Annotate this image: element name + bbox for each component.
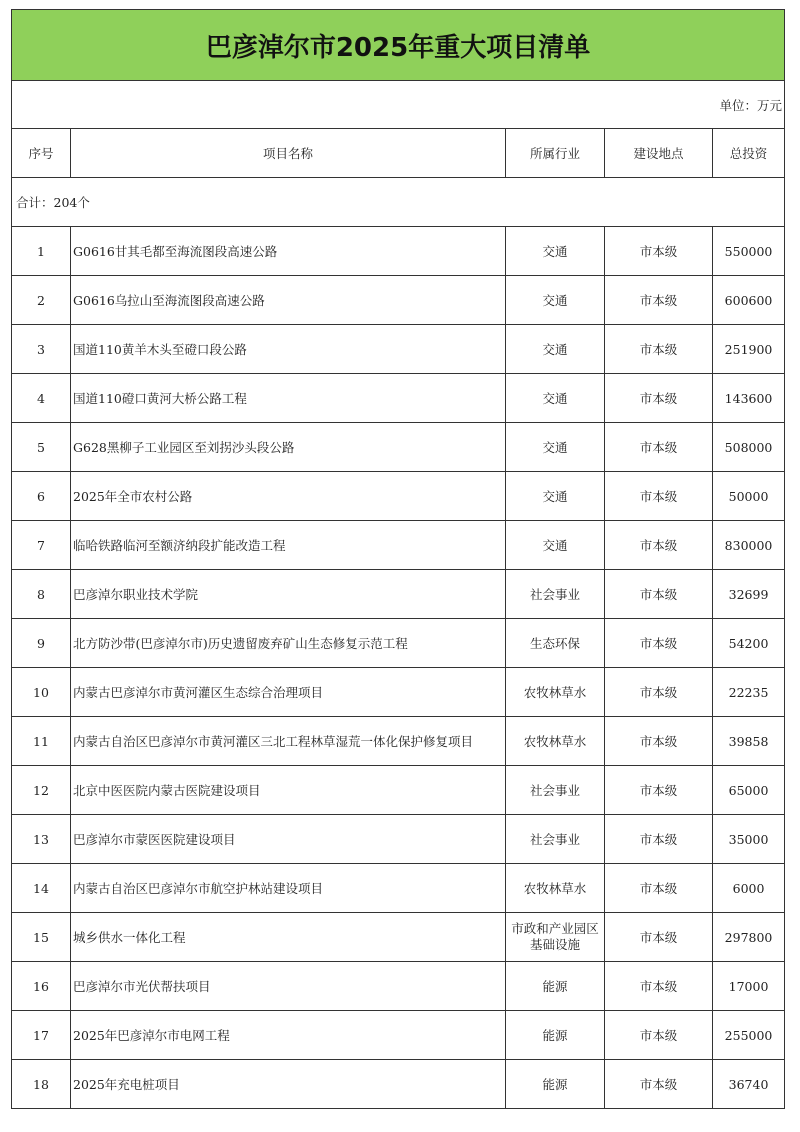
- table-row: [12, 1011, 785, 1060]
- industry-cell: 能源: [506, 962, 605, 1011]
- project-name-cell: G628黑柳子工业园区至刘拐沙头段公路: [71, 423, 506, 472]
- table-row: [12, 962, 785, 1011]
- location-cell: 市本级: [605, 570, 713, 619]
- project-name-cell: 内蒙古自治区巴彦淖尔市黄河灌区三北工程林草湿荒一体化保护修复项目: [71, 717, 506, 766]
- project-name-cell: 巴彦淖尔市光伏帮扶项目: [71, 962, 506, 1011]
- total-row: [12, 178, 785, 227]
- investment-cell: 50000: [713, 472, 785, 521]
- row-number-cell: 3: [12, 325, 71, 374]
- project-table: [11, 9, 785, 1109]
- table-row: [12, 668, 785, 717]
- location-cell: 市本级: [605, 472, 713, 521]
- table-row: [12, 766, 785, 815]
- industry-cell: 社会事业: [506, 766, 605, 815]
- row-number-cell: 14: [12, 864, 71, 913]
- industry-cell: 生态环保: [506, 619, 605, 668]
- investment-cell: 143600: [713, 374, 785, 423]
- industry-cell: 交通: [506, 276, 605, 325]
- location-cell: 市本级: [605, 227, 713, 276]
- project-name-cell: 2025年全市农村公路: [71, 472, 506, 521]
- investment-cell: 6000: [713, 864, 785, 913]
- investment-cell: 830000: [713, 521, 785, 570]
- table-row: [12, 619, 785, 668]
- table-row: [12, 423, 785, 472]
- unit-row: [12, 81, 785, 129]
- project-list-sheet: [11, 9, 784, 1109]
- industry-cell: 农牧林草水: [506, 668, 605, 717]
- table-row: [12, 717, 785, 766]
- location-cell: 市本级: [605, 717, 713, 766]
- project-table-body: [12, 10, 785, 1109]
- column-header-name: 项目名称: [71, 129, 506, 178]
- row-number-cell: 7: [12, 521, 71, 570]
- project-name-cell: G0616乌拉山至海流图段高速公路: [71, 276, 506, 325]
- investment-cell: 36740: [713, 1060, 785, 1109]
- industry-line-1: 市政和产业园区: [511, 921, 599, 936]
- investment-cell: 32699: [713, 570, 785, 619]
- industry-cell: 能源: [506, 1060, 605, 1109]
- table-row: [12, 325, 785, 374]
- row-number-cell: 4: [12, 374, 71, 423]
- row-number-cell: 2: [12, 276, 71, 325]
- industry-cell: 交通: [506, 521, 605, 570]
- industry-line-2: 基础设施: [529, 937, 580, 952]
- project-name-cell: 内蒙古自治区巴彦淖尔市航空护林站建设项目: [71, 864, 506, 913]
- location-cell: 市本级: [605, 1060, 713, 1109]
- project-name-cell: 国道110磴口黄河大桥公路工程: [71, 374, 506, 423]
- location-cell: 市本级: [605, 1011, 713, 1060]
- investment-cell: 39858: [713, 717, 785, 766]
- row-number-cell: 16: [12, 962, 71, 1011]
- project-name-cell: 北方防沙带(巴彦淖尔市)历史遗留废弃矿山生态修复示范工程: [71, 619, 506, 668]
- industry-cell: 社会事业: [506, 570, 605, 619]
- project-name-cell: 巴彦淖尔职业技术学院: [71, 570, 506, 619]
- investment-cell: 35000: [713, 815, 785, 864]
- investment-cell: 22235: [713, 668, 785, 717]
- row-number-cell: 1: [12, 227, 71, 276]
- project-name-cell: 城乡供水一体化工程: [71, 913, 506, 962]
- row-number-cell: 10: [12, 668, 71, 717]
- industry-cell: 交通: [506, 374, 605, 423]
- investment-cell: 65000: [713, 766, 785, 815]
- industry-cell: 社会事业: [506, 815, 605, 864]
- industry-cell: 交通: [506, 227, 605, 276]
- project-name-cell: 2025年充电桩项目: [71, 1060, 506, 1109]
- location-cell: 市本级: [605, 521, 713, 570]
- industry-cell: 农牧林草水: [506, 717, 605, 766]
- location-cell: 市本级: [605, 374, 713, 423]
- row-number-cell: 12: [12, 766, 71, 815]
- header-row: [12, 129, 785, 178]
- row-number-cell: 18: [12, 1060, 71, 1109]
- location-cell: 市本级: [605, 668, 713, 717]
- location-cell: 市本级: [605, 325, 713, 374]
- page-title: 巴彦淖尔市2025年重大项目清单: [12, 10, 785, 81]
- investment-cell: 255000: [713, 1011, 785, 1060]
- column-header-location: 建设地点: [605, 129, 713, 178]
- location-cell: 市本级: [605, 276, 713, 325]
- location-cell: 市本级: [605, 619, 713, 668]
- table-row: [12, 815, 785, 864]
- investment-cell: 508000: [713, 423, 785, 472]
- industry-cell: 能源: [506, 1011, 605, 1060]
- row-number-cell: 5: [12, 423, 71, 472]
- location-cell: 市本级: [605, 815, 713, 864]
- investment-cell: 54200: [713, 619, 785, 668]
- industry-cell: 交通: [506, 325, 605, 374]
- table-row: [12, 521, 785, 570]
- total-count: 合计：204个: [12, 178, 785, 227]
- column-header-investment: 总投资: [713, 129, 785, 178]
- title-row: [12, 10, 785, 81]
- project-name-cell: 北京中医医院内蒙古医院建设项目: [71, 766, 506, 815]
- project-name-cell: 国道110黄羊木头至磴口段公路: [71, 325, 506, 374]
- industry-cell: [506, 913, 605, 962]
- project-name-cell: 内蒙古巴彦淖尔市黄河灌区生态综合治理项目: [71, 668, 506, 717]
- industry-cell: 农牧林草水: [506, 864, 605, 913]
- project-name-cell: 2025年巴彦淖尔市电网工程: [71, 1011, 506, 1060]
- location-cell: 市本级: [605, 864, 713, 913]
- investment-cell: 550000: [713, 227, 785, 276]
- industry-cell: 交通: [506, 472, 605, 521]
- project-name-cell: 巴彦淖尔市蒙医医院建设项目: [71, 815, 506, 864]
- investment-cell: 17000: [713, 962, 785, 1011]
- location-cell: 市本级: [605, 962, 713, 1011]
- row-number-cell: 8: [12, 570, 71, 619]
- row-number-cell: 13: [12, 815, 71, 864]
- investment-cell: 297800: [713, 913, 785, 962]
- table-row: [12, 913, 785, 962]
- table-row: [12, 374, 785, 423]
- table-row: [12, 276, 785, 325]
- row-number-cell: 6: [12, 472, 71, 521]
- investment-cell: 251900: [713, 325, 785, 374]
- project-name-cell: 临哈铁路临河至额济纳段扩能改造工程: [71, 521, 506, 570]
- location-cell: 市本级: [605, 766, 713, 815]
- location-cell: 市本级: [605, 423, 713, 472]
- table-row: [12, 1060, 785, 1109]
- table-row: [12, 570, 785, 619]
- location-cell: 市本级: [605, 913, 713, 962]
- row-number-cell: 11: [12, 717, 71, 766]
- column-header-no: 序号: [12, 129, 71, 178]
- table-row: [12, 864, 785, 913]
- project-name-cell: G0616甘其毛都至海流图段高速公路: [71, 227, 506, 276]
- row-number-cell: 15: [12, 913, 71, 962]
- row-number-cell: 17: [12, 1011, 71, 1060]
- table-row: [12, 227, 785, 276]
- unit-label: 单位：万元: [12, 81, 785, 129]
- industry-cell: 交通: [506, 423, 605, 472]
- investment-cell: 600600: [713, 276, 785, 325]
- row-number-cell: 9: [12, 619, 71, 668]
- column-header-industry: 所属行业: [506, 129, 605, 178]
- table-row: [12, 472, 785, 521]
